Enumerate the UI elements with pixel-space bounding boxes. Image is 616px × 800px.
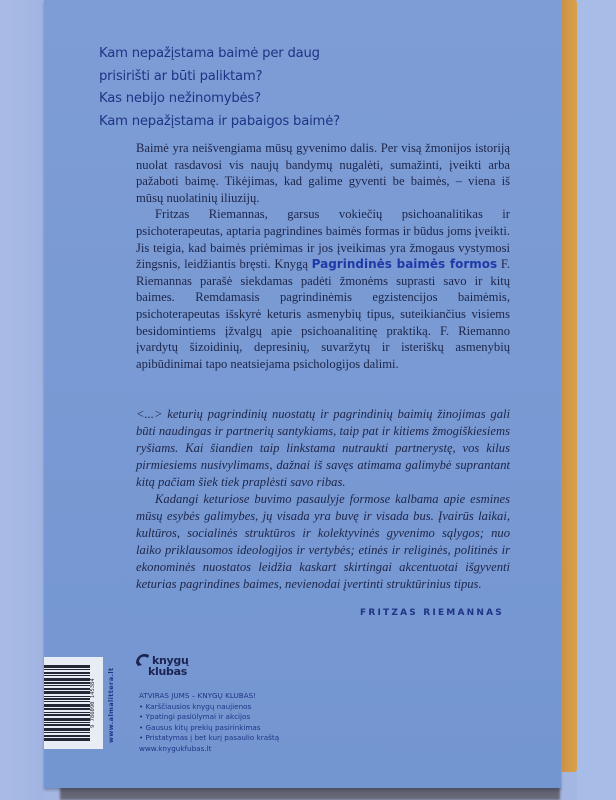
barcode-panel	[44, 657, 103, 749]
description-paragraph-2	[136, 206, 510, 372]
club-bullet: • Ypatingi pasiūlymai ir akcijos	[139, 712, 251, 722]
book-description	[136, 140, 510, 372]
club-bullet: • Gausus kitų prekių pasirinkimas	[139, 722, 261, 732]
publisher-url: www.almalittera.lt	[107, 667, 115, 743]
club-bullet: • Karščiausios knygų naujienos	[139, 701, 252, 711]
background-right	[577, 0, 616, 800]
quote-author: FRITZAS RIEMANNAS	[360, 608, 504, 618]
club-url: www.knygukfubas.lt	[139, 743, 212, 753]
quote-paragraph-1: <...> keturių pagrindinių nuostatų ir pagrindinių baimių žinojimas gali būti naudingas ir partnerių santykiams, taip pat ir kitiems žmogiškiesiems ryšiams. Kai šiandien taip linkstama nutraukti partnerystę, vos kilus pirmiesiems nusivylimams, dažnai iš savęs atimama galimybė suprantant kitą pačiam šiek tiek praplėsti savo ribas.	[136, 407, 510, 489]
question-line: prisirišti ar būti paliktam?	[99, 68, 263, 84]
book-shadow	[60, 786, 560, 800]
book-title: Pagrindinės baimės formos	[311, 257, 498, 272]
question-line: Kam nepažįstama ir pabaigos baimė?	[99, 113, 340, 129]
club-bullet: • Pristatymas į bet kurį pasaulio kraštą	[139, 733, 280, 743]
description-text: F. Riemannas parašė siekdamas padėti žmonėms suprasti savo ir kitų baimes. Remdamasis pagrindinėmis egzistencijos baimėmis, psichoterapeutas išskyrė keturis asmenybių tipus, suteikiančius visiems besidomintiems įžvalgų apie psichoanalitinę praktiką. F. Riemanno įvardytų šizoidinių, depresinių, suvaržytų ir isteriškų asmenybių apibūdinimai tapo neatsiejama psichologijos dalimi.	[136, 257, 510, 371]
question-line: Kam nepažįstama baimė per daug	[99, 46, 320, 61]
logo-text-line2: klubas	[148, 665, 187, 678]
logo-text-line1: knygų	[152, 654, 189, 667]
author-quote	[136, 406, 510, 593]
barcode-number: 9 786090 145384	[90, 678, 96, 728]
barcode	[44, 665, 90, 741]
description-text: Fritzas Riemannas, garsus vokiečių psichoanalitikas ir psichoterapeutas, aptaria pagrindines baimės formas ir būdus joms įveikti. Jis teigia, kad baimės priėmimas ir jos įveikimas yra žmogaus vystymosi žingsnis, leidžiantis bręsti. Knygą	[136, 207, 510, 272]
quote-paragraph-2: Kadangi keturiose buvimo pasaulyje formose kalbama apie esmines mūsų esybės galimybes, jų visada yra buvę ir visada bus. Įvairūs laikai, kultūros, socialinės struktūros ir kolektyvinės gyvenimo sąlygos; nuo laiko priklausomos ideologijos ir vertybės; etinės ir religinės, politinės ir ekonominės nuostatos leidžia kaskart skirtingai akcentuotai išgyventi keturias pagrindines baimes, nevienodai įvertinti struktūrinius tipus.	[136, 492, 510, 591]
question-line: Kas nebijo nežinomybės?	[99, 91, 261, 106]
knygu-klubas-logo	[134, 649, 214, 685]
cover-questions	[99, 43, 499, 133]
description-paragraph-1: Baimė yra neišvengiama mūsų gyvenimo dalis. Per visą žmonijos istoriją nuolat rasdavosi vis naujų bandymų nugalėti, sumažinti, įveikti arba pažaboti baimę. Tikėjimas, kad galime gyventi be baimės, – viena iš mūsų nuolatinių iliuzijų.	[136, 141, 510, 205]
book-spine-edge	[561, 0, 577, 772]
background-left	[0, 0, 44, 800]
club-heading: ATVIRAS JUMS – KNYGŲ KLUBAS!	[139, 691, 257, 700]
book-club-info	[139, 691, 399, 755]
